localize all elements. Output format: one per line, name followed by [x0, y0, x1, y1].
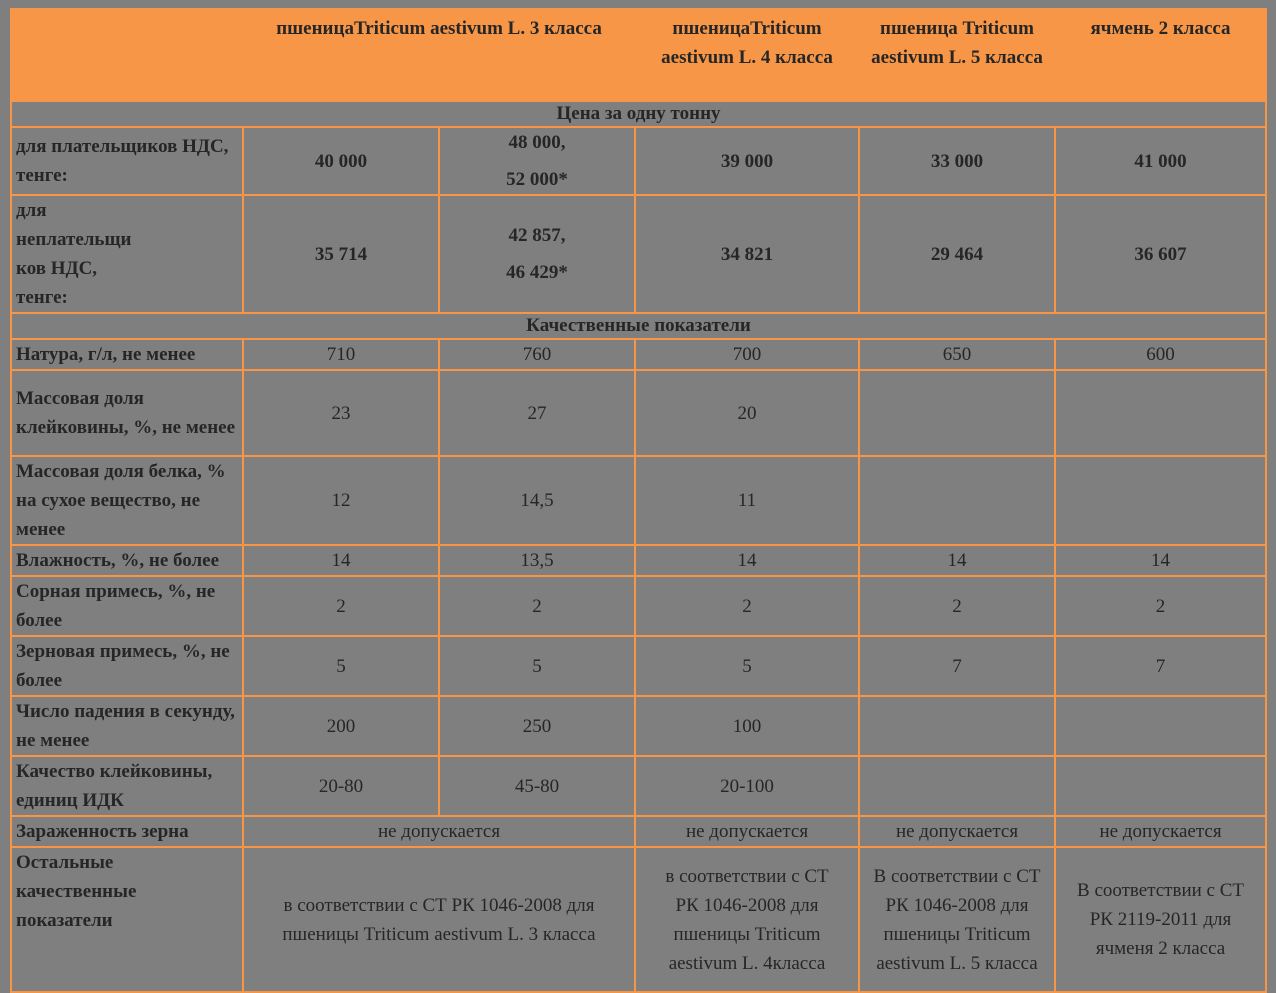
value-cell: 45-80 — [439, 756, 635, 816]
value-cell: 20-100 — [635, 756, 859, 816]
row-label — [11, 847, 243, 992]
value-cell — [1055, 696, 1266, 756]
value-cell: 250 — [439, 696, 635, 756]
value-cell — [1055, 756, 1266, 816]
value-cell: 35 714 — [243, 195, 439, 313]
value-cell — [1055, 847, 1266, 992]
value-cell: 2 — [439, 576, 635, 636]
header-wheat-4: пшеницаTriticum aestivum L. 4 класса — [635, 9, 859, 101]
quality-row — [11, 696, 1266, 756]
quality-row — [11, 370, 1266, 456]
quality-row — [11, 339, 1266, 370]
quality-row — [11, 456, 1266, 545]
value-text: в соответствии с СТ РК 1046-2008 для пшеницы Triticum aestivum L. 4класса — [665, 865, 829, 974]
value-cell: 100 — [635, 696, 859, 756]
quality-row — [11, 576, 1266, 636]
section-quality-title: Качественные показатели — [11, 313, 1266, 339]
value-cell: 41 000 — [1055, 127, 1266, 195]
price-row-non-vat — [11, 195, 1266, 313]
infestation-row — [11, 816, 1266, 847]
header-wheat-5: пшеница Triticum aestivum L. 5 класса — [859, 9, 1055, 101]
value-cell — [1055, 456, 1266, 545]
value-cell: 2 — [859, 576, 1055, 636]
header-wheat-3: пшеницаTriticum aestivum L. 3 класса — [243, 9, 635, 101]
value-cell: 33 000 — [859, 127, 1055, 195]
row-label: Влажность, %, не более — [11, 545, 243, 576]
value-cell: 2 — [1055, 576, 1266, 636]
value-cell: 700 — [635, 339, 859, 370]
value-cell: не допускается — [1055, 816, 1266, 847]
quality-row — [11, 756, 1266, 816]
value-cell: 20 — [635, 370, 859, 456]
header-barley-2: ячмень 2 класса — [1055, 9, 1266, 101]
value-cell: 39 000 — [635, 127, 859, 195]
grain-requirements-table — [10, 8, 1267, 993]
value-cell: 14 — [859, 545, 1055, 576]
value-cell: 200 — [243, 696, 439, 756]
value-cell: 5 — [439, 636, 635, 696]
value-cell — [859, 370, 1055, 456]
row-label: Качество клейковины, единиц ИДК — [11, 756, 243, 816]
row-label: Зараженность зерна — [11, 816, 243, 847]
value-cell: 20-80 — [243, 756, 439, 816]
value-cell: 14 — [243, 545, 439, 576]
value-text: В соответствии с СТ РК 2119-2011 для ячменя 2 класса — [1077, 880, 1245, 959]
value-line: 46 429* — [506, 262, 568, 283]
value-cell — [439, 127, 635, 195]
value-cell: не допускается — [859, 816, 1055, 847]
row-label: для плательщиков НДС, тенге: — [11, 127, 243, 195]
row-label: Массовая доля клейковины, %, не менее — [11, 370, 243, 456]
header-row — [11, 9, 1266, 101]
value-cell: 600 — [1055, 339, 1266, 370]
section-quality-row — [11, 313, 1266, 339]
value-cell — [635, 847, 859, 992]
value-cell: 7 — [859, 636, 1055, 696]
row-label: Массовая доля белка, % на сухое вещество, не менее — [11, 456, 243, 545]
other-indicators-row — [11, 847, 1266, 992]
value-cell — [859, 847, 1055, 992]
section-price-title: Цена за одну тонну — [11, 101, 1266, 127]
value-cell: 760 — [439, 339, 635, 370]
value-line: 48 000, — [508, 132, 566, 153]
row-label-text: Остальные качественные показатели — [16, 852, 137, 931]
value-cell: 5 — [243, 636, 439, 696]
quality-row — [11, 636, 1266, 696]
value-cell: 2 — [243, 576, 439, 636]
value-cell: 5 — [635, 636, 859, 696]
value-cell: 27 — [439, 370, 635, 456]
value-cell — [859, 756, 1055, 816]
value-cell: 14,5 — [439, 456, 635, 545]
quality-row — [11, 545, 1266, 576]
value-cell: 14 — [635, 545, 859, 576]
value-cell — [859, 456, 1055, 545]
value-cell — [859, 696, 1055, 756]
row-label-text: для неплательщи ков НДС, тенге: — [16, 200, 132, 308]
header-empty — [11, 9, 243, 101]
row-label: Сорная примесь, %, не более — [11, 576, 243, 636]
value-cell: 650 — [859, 339, 1055, 370]
value-cell — [439, 195, 635, 313]
value-cell: 40 000 — [243, 127, 439, 195]
row-label: Число падения в секунду, не менее — [11, 696, 243, 756]
value-cell — [1055, 370, 1266, 456]
value-cell: 11 — [635, 456, 859, 545]
value-text: В соответствии с СТ РК 1046-2008 для пшеницы Triticum aestivum L. 5 класса — [873, 865, 1041, 974]
row-label: Натура, г/л, не менее — [11, 339, 243, 370]
value-text: в соответствии с СТ РК 1046-2008 для пшеницы Triticum aestivum L. 3 класса — [282, 894, 596, 945]
value-cell: 2 — [635, 576, 859, 636]
value-cell: 12 — [243, 456, 439, 545]
section-price-row — [11, 101, 1266, 127]
value-cell: 34 821 — [635, 195, 859, 313]
value-line: 42 857, — [508, 225, 566, 246]
value-cell: 29 464 — [859, 195, 1055, 313]
value-cell — [243, 847, 635, 992]
price-row-vat — [11, 127, 1266, 195]
value-cell: 13,5 — [439, 545, 635, 576]
row-label: Зерновая примесь, %, не более — [11, 636, 243, 696]
value-cell: 710 — [243, 339, 439, 370]
value-cell: 14 — [1055, 545, 1266, 576]
value-cell: не допускается — [243, 816, 635, 847]
value-line: 52 000* — [506, 169, 568, 190]
value-cell: 36 607 — [1055, 195, 1266, 313]
value-cell: 23 — [243, 370, 439, 456]
value-cell: 7 — [1055, 636, 1266, 696]
value-cell: не допускается — [635, 816, 859, 847]
row-label — [11, 195, 243, 313]
